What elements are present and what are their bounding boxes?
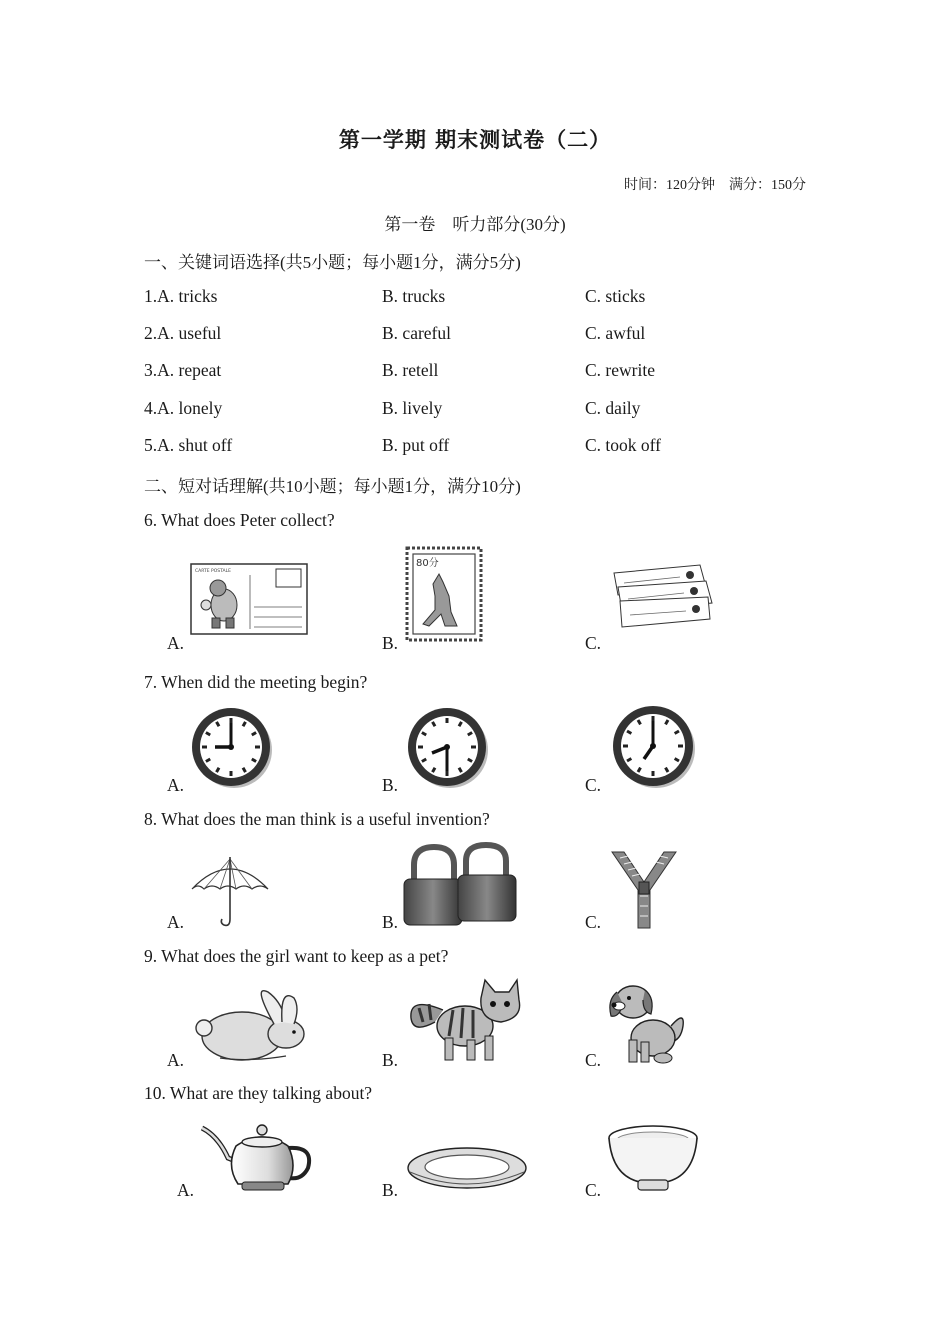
q4-option-c: C. daily: [585, 398, 641, 418]
q6-label-b: B.: [382, 633, 399, 653]
q9-label-a: A.: [167, 1050, 185, 1070]
q7-label-a: A.: [167, 775, 185, 795]
q4-option-a: 4.A. lonely: [144, 398, 223, 418]
q9-label-b: B.: [382, 1050, 399, 1070]
q3-option-b: B. retell: [382, 360, 439, 380]
q2-option-b: B. careful: [382, 323, 451, 343]
bowl-image: [606, 1124, 700, 1194]
section1-heading: 一、关键词语选择(共5小题；每小题1分，满分5分): [144, 253, 521, 272]
cat-image: [405, 976, 527, 1064]
q2-option-c: C. awful: [585, 323, 646, 343]
q1-option-a: 1.A. tricks: [144, 286, 218, 306]
q4-option-b: B. lively: [382, 398, 443, 418]
stamp-value-text: 80分: [416, 558, 439, 569]
q8-label-c: C.: [585, 912, 602, 932]
q8-label-b: B.: [382, 912, 399, 932]
dog-image: [605, 980, 689, 1066]
plate-image: [406, 1146, 528, 1190]
q10-text: 10. What are they talking about?: [144, 1083, 373, 1103]
q7-label-b: B.: [382, 775, 399, 795]
page-title: 第一学期 期末测试卷（二）: [338, 128, 612, 152]
tickets-image: [610, 565, 714, 635]
q10-label-c: C.: [585, 1180, 602, 1200]
q6-label-a: A.: [167, 633, 185, 653]
postcard-header-text: CARTE POSTALE: [195, 569, 231, 574]
rabbit-image: [190, 988, 310, 1064]
section2-heading: 二、短对话理解(共10小题；每小题1分，满分10分): [144, 477, 521, 496]
padlocks-image: [400, 843, 520, 929]
q5-option-a: 5.A. shut off: [144, 435, 233, 455]
q10-label-a: A.: [177, 1180, 195, 1200]
q5-option-c: C. took off: [585, 435, 661, 455]
exam-meta: 时间：120分钟 满分：150分: [624, 178, 806, 193]
teapot-image: [198, 1118, 316, 1196]
q3-option-a: 3.A. repeat: [144, 360, 222, 380]
part-heading: 第一卷 听力部分(30分): [384, 215, 566, 234]
clock-image: [608, 702, 698, 790]
postcard-image: [190, 563, 308, 635]
q7-label-c: C.: [585, 775, 602, 795]
q8-text: 8. What does the man think is a useful invention?: [144, 809, 490, 829]
umbrella-image: [190, 855, 270, 929]
stamp-image: [405, 546, 483, 642]
q7-text: 7. When did the meeting begin?: [144, 672, 368, 692]
q6-text: 6. What does Peter collect?: [144, 510, 335, 530]
q6-label-c: C.: [585, 633, 602, 653]
q2-option-a: 2.A. useful: [144, 323, 222, 343]
q9-text: 9. What does the girl want to keep as a pet?: [144, 946, 449, 966]
q3-option-c: C. rewrite: [585, 360, 655, 380]
zipper-image: [610, 850, 680, 930]
q1-option-c: C. sticks: [585, 286, 646, 306]
q1-option-b: B. trucks: [382, 286, 446, 306]
q10-label-b: B.: [382, 1180, 399, 1200]
q9-label-c: C.: [585, 1050, 602, 1070]
q5-option-b: B. put off: [382, 435, 450, 455]
clock-image: [190, 706, 274, 790]
clock-image: [403, 706, 491, 790]
q8-label-a: A.: [167, 912, 185, 932]
